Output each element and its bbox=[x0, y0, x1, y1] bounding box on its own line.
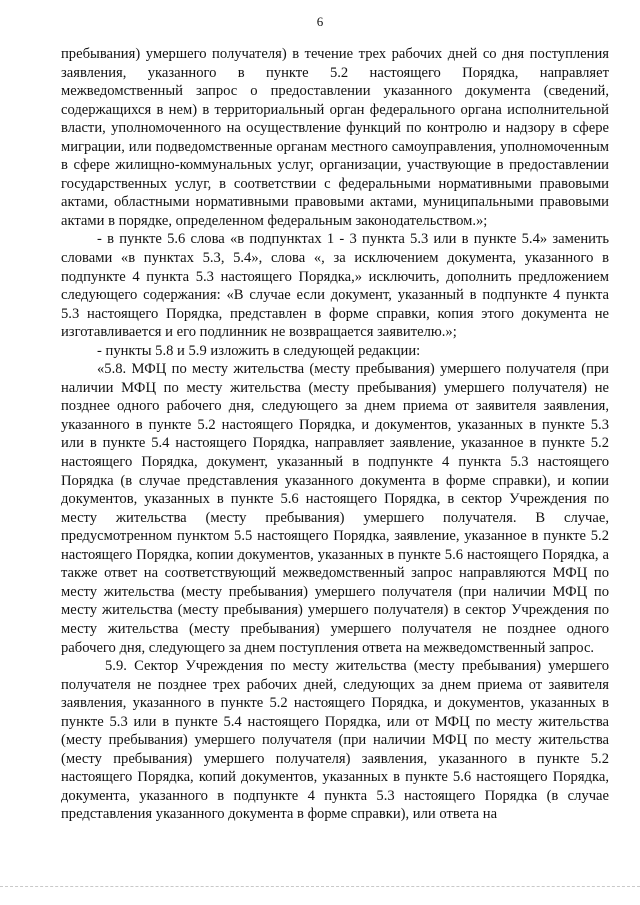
paragraph-clause-5-9: 5.9. Сектор Учреждения по месту жительства (месту пребывания) умершего получателя не позднее трех рабочих дней, следующих за днем приема от заявителя заявления, указанного в пункте 5.2 настоящего Порядка, и документов, указанных в пункте 5.3 или в пункте 5.4 настоящего Порядка, или от МФЦ по месту жительства (месту пребывания) умершего получателя (при наличии МФЦ по месту жительства (месту пребывания) умершего получателя) заявления, указанного в пункте 5.2 настоящего Порядка, копий документов, указанных в пункте 5.6 настоящего Порядка, документа, указанного в подпункте 4 пункта 5.3 настоящего Порядка (в случае представления указанного документа в форме справки), или ответа на bbox=[61, 658, 609, 823]
paragraph-amendment-5-8-5-9: - пункты 5.8 и 5.9 изложить в следующей редакции: bbox=[97, 342, 421, 359]
document-body bbox=[61, 45, 609, 824]
page-number: 6 bbox=[316, 14, 324, 29]
scan-edge-line bbox=[0, 886, 640, 887]
paragraph-amendment-5-6: - в пункте 5.6 слова «в подпунктах 1 - 3 пункта 5.3 или в пункте 5.4» заменить словами «в пунктах 5.3, 5.4», слова «, за исключением документа, указанного в подпункте 4 пункта 5.3 настоящего Порядка,» исключить, дополнить предложением следующего содержания: «В случае если документ, указанный в подпункте 4 пункта 5.3 настоящего Порядка, представлен в форме справки, копия этого документа не изготавливается и его подлинник не возвращается заявителю.»; bbox=[61, 231, 609, 341]
paragraph-continuation: пребывания) умершего получателя) в течение трех рабочих дней со дня поступления заявления, указанного в пункте 5.2 настоящего Порядка, направляет межведомственный запрос о предоставлении указанного документа (сведений, содержащихся в нем) в территориальный орган федерального органа исполнительной власти, уполномоченного на осуществление функций по контролю и надзору в сфере миграции, или подведомственные органам местного самоуправления, уполномоченным в сфере жилищно-коммунальных услуг, организации, участвующие в предоставлении государственных услуг, в соответствии с федеральными нормативными правовыми актами, областными нормативными правовыми актами, муниципальными правовыми актами в порядке, определенном федеральным законодательством.»; bbox=[61, 46, 609, 229]
paragraph-clause-5-8: «5.8. МФЦ по месту жительства (месту пребывания) умершего получателя (при наличии МФЦ по месту жительства (месту пребывания) умершего получателя) не позднее одного рабочего дня, следующего за днем приема от заявителя заявления, указанного в пункте 5.2 настоящего Порядка, и документов, указанных в пункте 5.3 или в пункте 5.4 настоящего Порядка, направляет заявление, указанное в пункте 5.2 настоящего Порядка, документ, указанный в подпункте 4 пункта 5.3 настоящего Порядка (в случае представления указанного документа в форме справки), и копии документов, указанных в пункте 5.6 настоящего Порядка, в сектор Учреждения по месту жительства (месту пребывания) умершего получателя. В случае, предусмотренном пунктом 5.5 настоящего Порядка, заявление, указанное в пункте 5.2 настоящего Порядка, копии документов, указанных в пункте 5.6 настоящего Порядка, а также ответ на соответствующий межведомственный запрос направляются МФЦ по месту жительства (месту пребывания) умершего получателя (при наличии МФЦ по месту жительства (месту пребывания) умершего получателя) в сектор Учреждения по месту жительства (месту пребывания) умершего получателя не позднее одного рабочего дня, следующего за днем поступления ответа на межведомственный запрос. bbox=[61, 361, 609, 656]
